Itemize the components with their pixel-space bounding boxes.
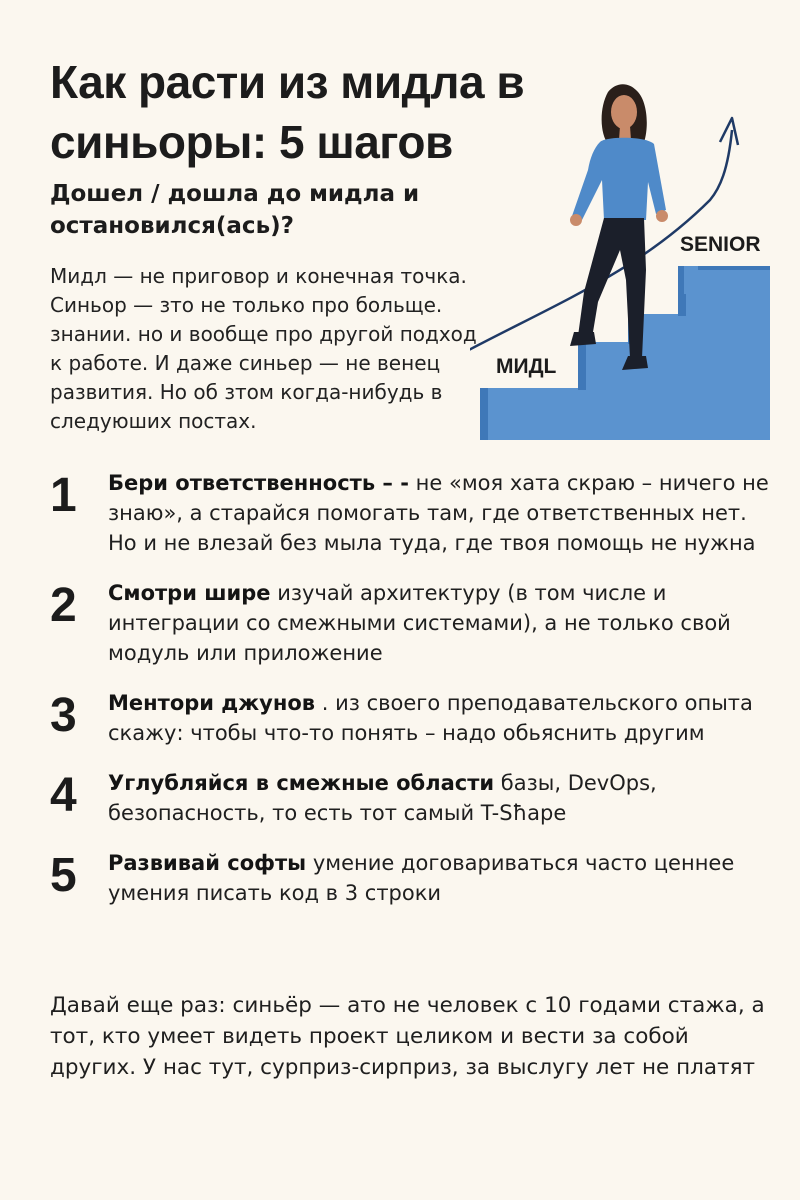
step-heading: Развивай софты	[108, 851, 307, 875]
subtitle: Дошел / дошла до мидла и остановился(ась)?	[50, 181, 420, 239]
step-heading: Ментори джунов	[108, 691, 316, 715]
step-item	[50, 468, 770, 558]
mid-label: МИДL	[496, 355, 557, 378]
senior-label: SENIOR	[680, 233, 761, 256]
step-body: изучай архитектуру (в том числе и интеграции со смежными системами), а не только свой модуль или приложение	[108, 581, 731, 665]
step-item	[50, 848, 770, 908]
closing-text: Давай еще раз: синьёр — ато не человек с 10 годами стажа, а тот, кто умеет видеть проект целиком и вести за собой других. У нас тут, сурприз-сирприз, за выслугу лет не платят	[50, 993, 765, 1080]
step-item	[50, 688, 770, 748]
career-stairs-illustration	[470, 70, 800, 440]
steps-list	[50, 468, 770, 928]
intro-text: Мидл — не приговор и конечная точка. Синьор — зто не только про больще. знании. но и вообще про другой подход к работе. И даже синьер — не венец развития. Но об зтом когда-нибудь в следуюших постах.	[50, 264, 477, 433]
step-number: 2	[50, 579, 77, 632]
step-body: . из своего преподавательского опыта скажу: чтобы что-то понять – надо обьяснить другим	[108, 691, 753, 745]
step-item	[50, 578, 770, 668]
step-number: 5	[50, 849, 77, 902]
step-heading: Бери ответственность – -	[108, 471, 409, 495]
stairs	[480, 266, 770, 440]
step-number: 4	[50, 769, 77, 822]
step-item	[50, 768, 770, 828]
step-number: 1	[50, 469, 77, 522]
step-body: умение договариваться часто ценнее умения писать код в 3 строки	[108, 851, 735, 905]
step-heading: Смотри шире	[108, 581, 271, 605]
page-title: Как расти из мидла в синьоры: 5 шагов	[50, 56, 525, 168]
step-number: 3	[50, 689, 77, 742]
step-body: базы, DevOps, безопасность, то есть тот самый T-Sħape	[108, 771, 657, 825]
step-body: не «моя хата скраю – ничего не знаю», а старайся помогать там, где ответственных нет. Но и не влезай без мыла туда, где твоя помощь не нужна	[108, 471, 769, 555]
step-heading: Углубляйся в смежные области	[108, 771, 495, 795]
